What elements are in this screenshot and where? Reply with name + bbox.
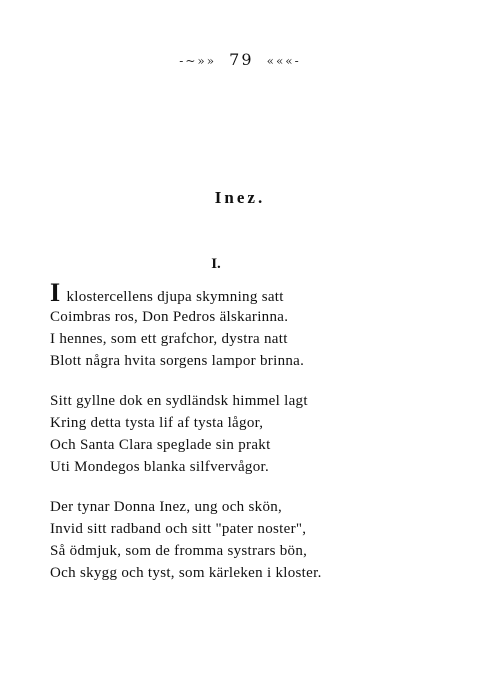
- poem-line: Och Santa Clara speglade sin prakt: [50, 437, 271, 453]
- poem-line: Så ödmjuk, som de fromma systrars bön,: [50, 543, 308, 559]
- poem-line: [50, 278, 450, 307]
- poem-line: Der tynar Donna Inez, ung och skön,: [50, 499, 283, 515]
- page-number: 79: [229, 50, 254, 69]
- page-number-header: [0, 50, 480, 69]
- poem-line: Coimbras ros, Don Pedros älskarinna.: [50, 309, 289, 325]
- stanza-1: [50, 278, 450, 372]
- stanza-3: [50, 496, 450, 584]
- poem-line-text: klostercellens djupa skymning satt: [62, 289, 284, 305]
- poem-line: Kring detta tysta lif af tysta lågor,: [50, 415, 264, 431]
- drop-cap: I: [50, 278, 61, 307]
- poem-line: I hennes, som ett grafchor, dystra natt: [50, 331, 288, 347]
- poem-line: Sitt gyllne dok en sydländsk himmel lagt: [50, 393, 308, 409]
- poem-title: Inez.: [214, 188, 266, 207]
- right-ornament: «««-: [266, 54, 301, 68]
- poem-line: Invid sitt radband och sitt "pater noster",: [50, 521, 307, 537]
- poem-line: Blott några hvita sorgens lampor brinna.: [50, 353, 305, 369]
- poem-line: Och skygg och tyst, som kärleken i kloster.: [50, 565, 322, 581]
- poem-line: Uti Mondegos blanka silfvervågor.: [50, 459, 270, 475]
- section-number: I.: [211, 256, 221, 272]
- stanza-2: [50, 390, 450, 478]
- poem-body: [50, 278, 450, 602]
- left-ornament: -~»»: [179, 54, 217, 68]
